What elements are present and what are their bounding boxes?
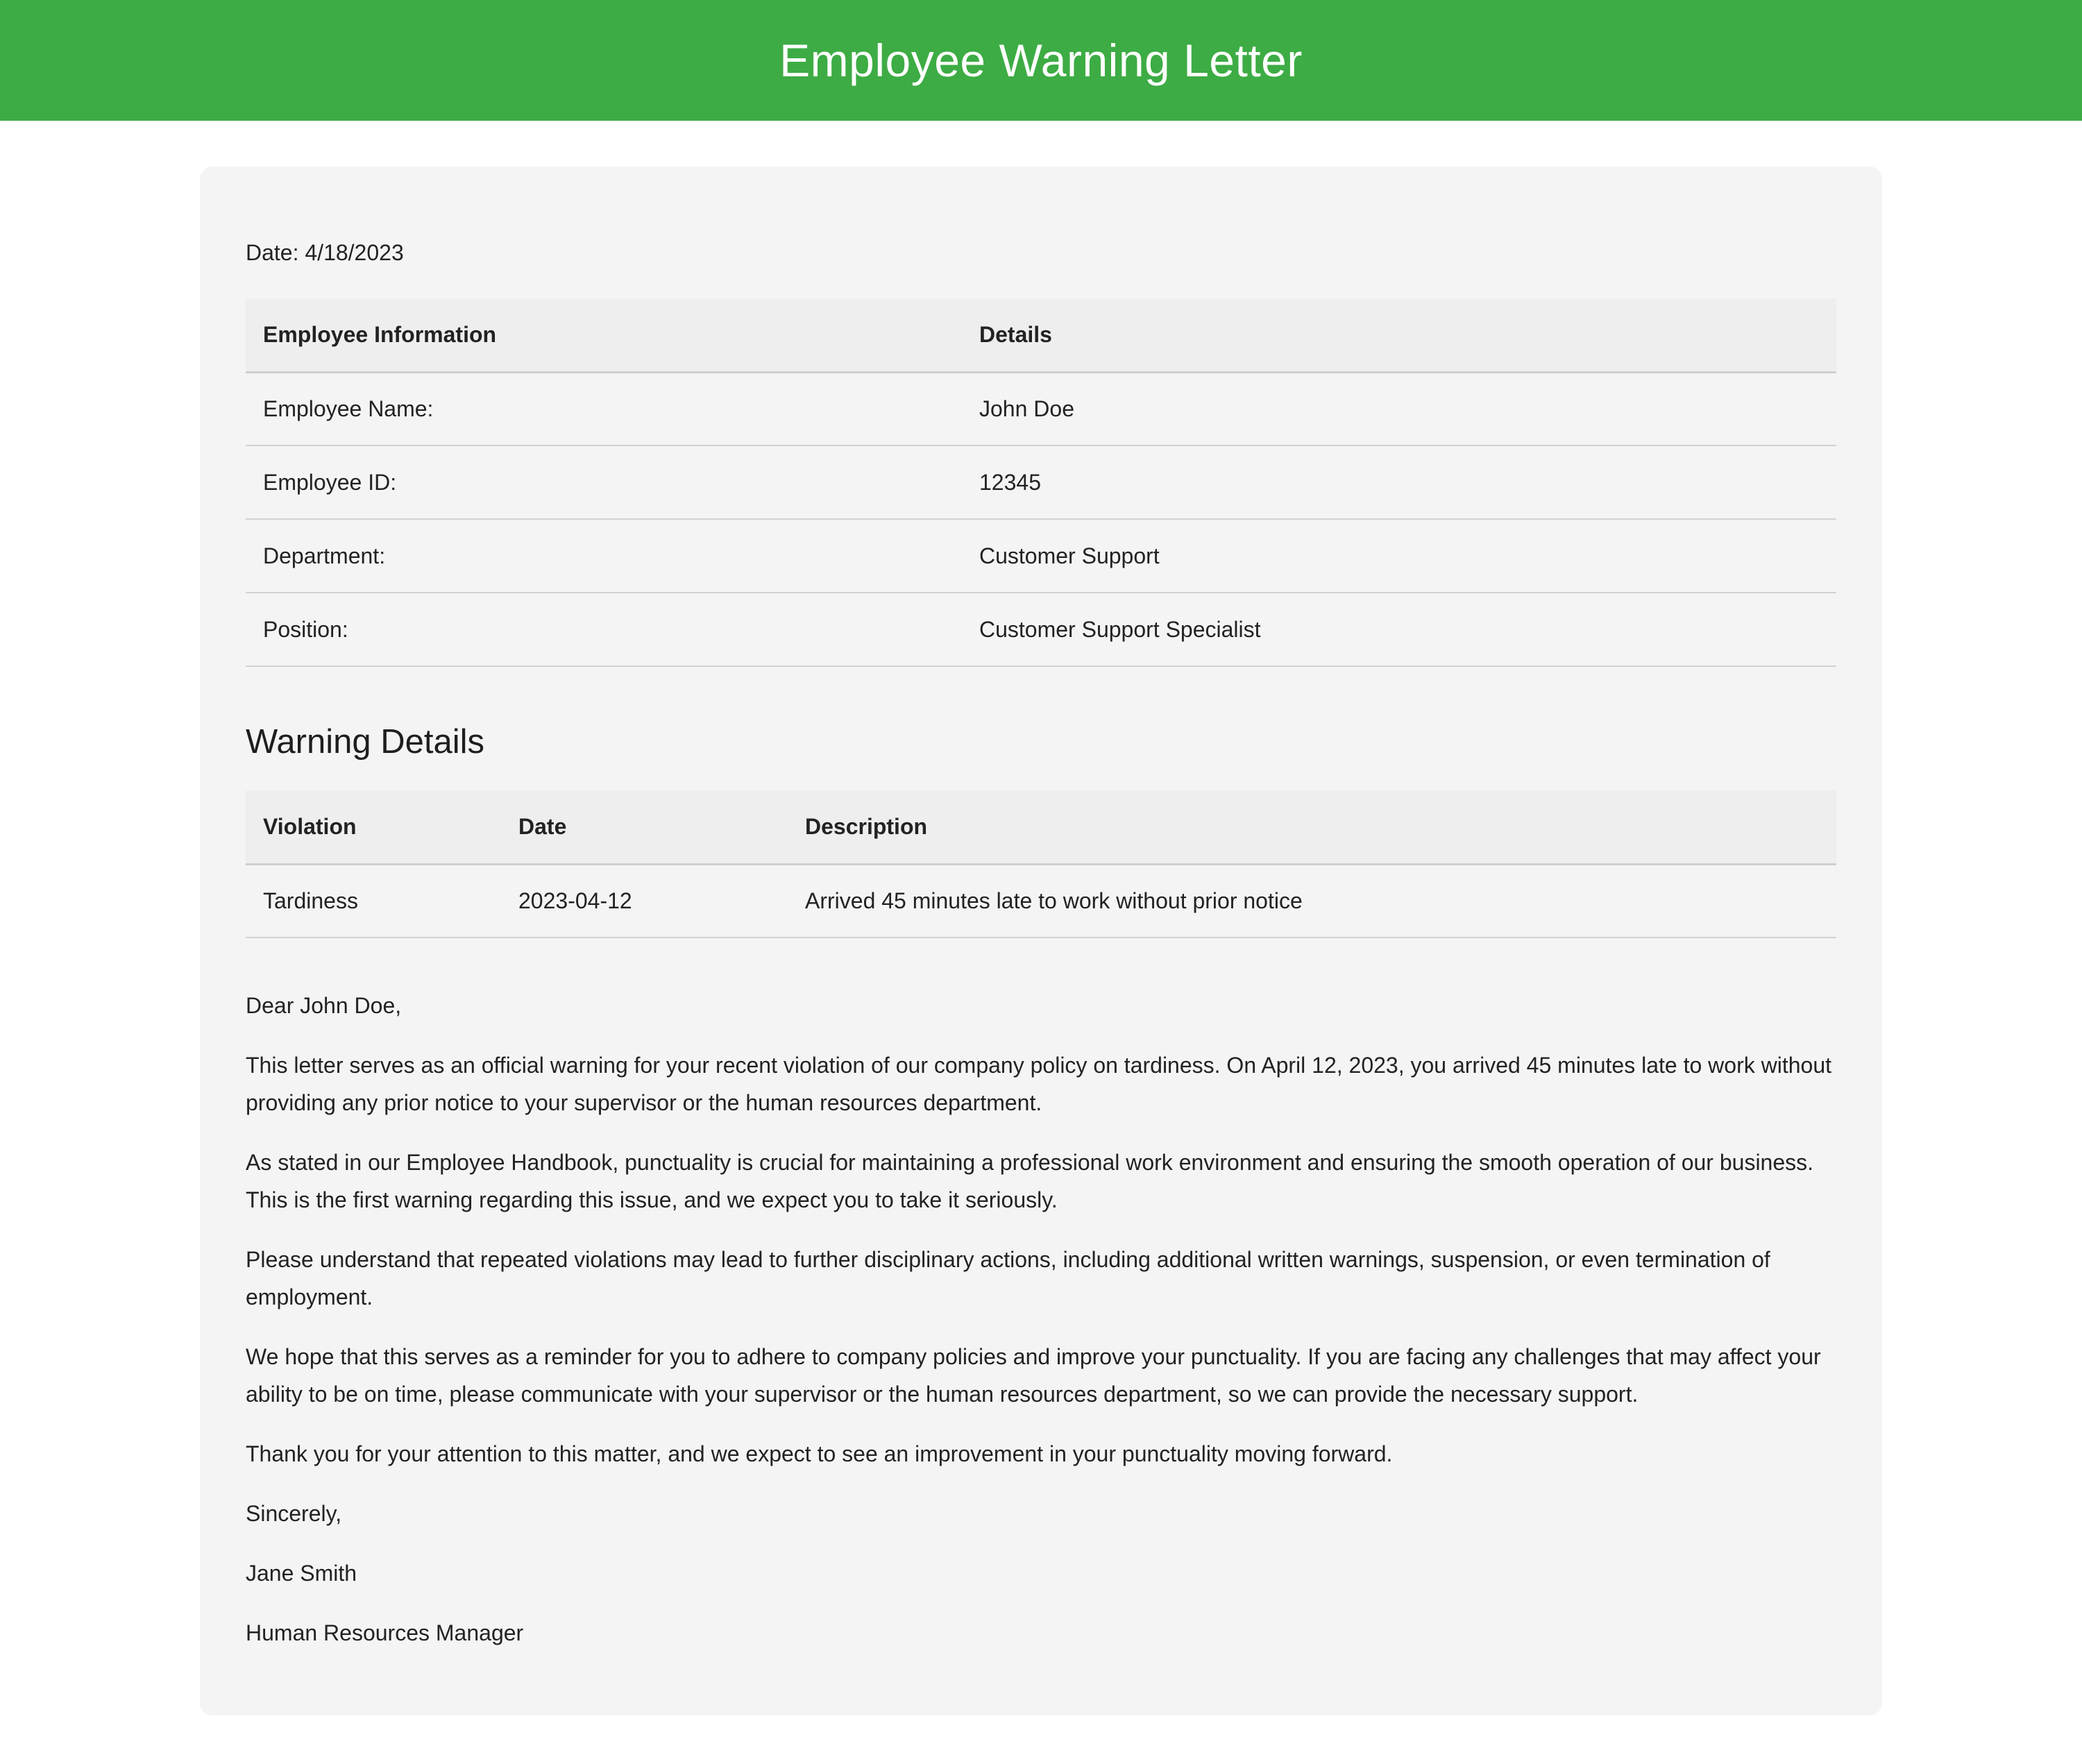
info-value: 12345 [962, 446, 1836, 519]
info-value: Customer Support [962, 519, 1836, 593]
page-header [0, 0, 2082, 121]
table-row [246, 519, 1836, 593]
warning-details-heading: Warning Details [246, 723, 485, 761]
signer-title: Human Resources Manager [246, 1620, 524, 1645]
table-row [246, 446, 1836, 519]
employee-info-table [246, 298, 1836, 667]
letter-paragraph: Thank you for your attention to this matter, and we expect to see an improvement in your punctuality moving forward. [246, 1441, 1393, 1466]
table-row [246, 372, 1836, 446]
column-header: Description [788, 790, 1836, 864]
violation-date-cell: 2023-04-12 [501, 864, 788, 938]
letter-date: Date: 4/18/2023 [246, 240, 404, 265]
letter-card [200, 167, 1882, 1715]
info-label: Employee ID: [246, 446, 962, 519]
warning-details-table [246, 790, 1836, 938]
table-header-row [246, 298, 1836, 372]
page-title: Employee Warning Letter [779, 35, 1303, 86]
letter-paragraph: This letter serves as an official warning for your recent violation of our company policy on tardiness. On April 12, 2023, you arrived 45 minutes late to work without providing any prior notice to your supervisor or the human resources department. [246, 1053, 1831, 1115]
column-header: Date [501, 790, 788, 864]
letter-paragraph: Please understand that repeated violations may lead to further disciplinary actions, including additional written warnings, suspension, or even termination of employment. [246, 1247, 1770, 1309]
signer-name: Jane Smith [246, 1561, 357, 1586]
info-value: John Doe [962, 372, 1836, 446]
salutation: Dear John Doe, [246, 993, 402, 1018]
info-label: Position: [246, 593, 962, 666]
table-header-row [246, 790, 1836, 864]
column-header: Violation [246, 790, 501, 864]
info-value: Customer Support Specialist [962, 593, 1836, 666]
closing: Sincerely, [246, 1501, 342, 1526]
column-header: Details [962, 298, 1836, 372]
column-header: Employee Information [246, 298, 962, 372]
violation-cell: Tardiness [246, 864, 501, 938]
info-label: Employee Name: [246, 372, 962, 446]
violation-description-cell: Arrived 45 minutes late to work without prior notice [788, 864, 1836, 938]
letter-paragraph: We hope that this serves as a reminder for you to adhere to company policies and improve your punctuality. If you are facing any challenges that may affect your ability to be on time, please communicate with your supervisor or the human resources department, so we can provide the necessary support. [246, 1344, 1821, 1407]
table-row [246, 593, 1836, 666]
table-row [246, 864, 1836, 938]
letter-paragraph: As stated in our Employee Handbook, punctuality is crucial for maintaining a professional work environment and ensuring the smooth operation of our business. This is the first warning regarding this issue, and we expect you to take it seriously. [246, 1150, 1814, 1212]
info-label: Department: [246, 519, 962, 593]
letter-body [246, 987, 1836, 1652]
